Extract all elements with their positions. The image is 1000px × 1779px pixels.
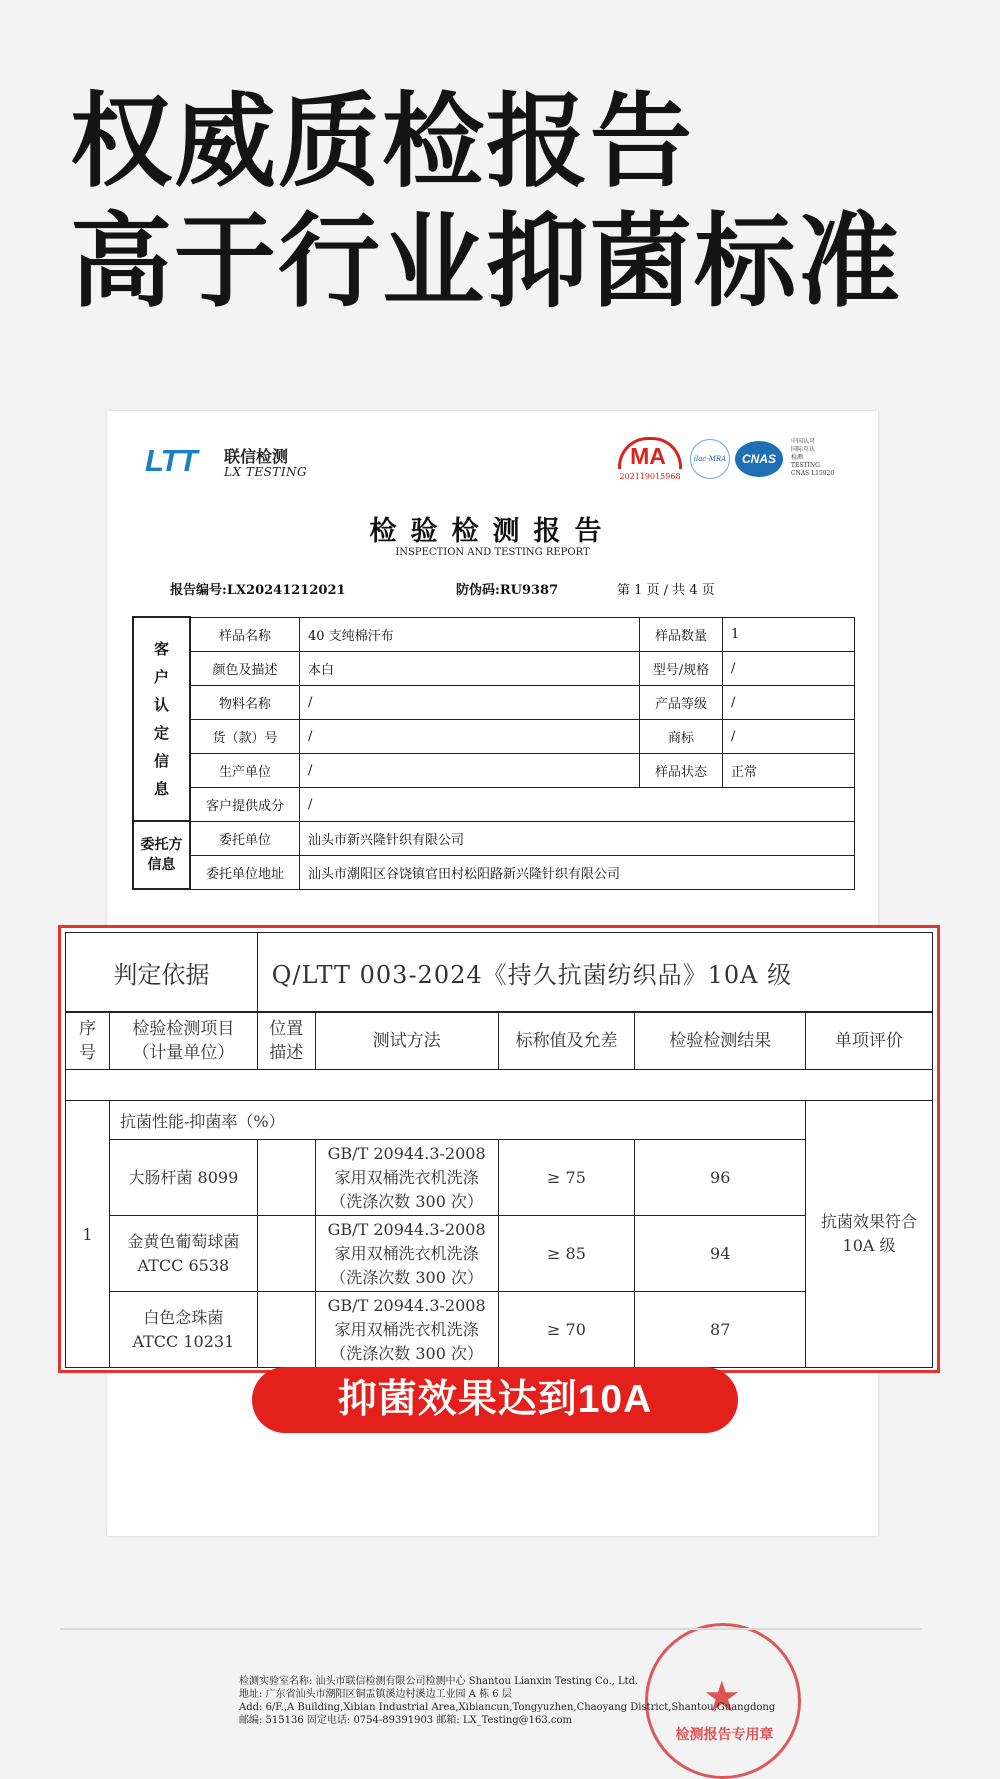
header-item: 检验检测项目 （计量单位） — [109, 1012, 257, 1070]
official-stamp: ★ 检测报告专用章 — [645, 1623, 801, 1779]
header-method: 测试方法 — [315, 1012, 498, 1070]
table-row — [66, 1070, 933, 1101]
report-number: 报告编号:LX20241212021 — [170, 583, 346, 598]
seq-cell: 1 — [66, 1101, 110, 1368]
basis-value: Q/LTT 003-2024《持久抗菌纺织品》10A 级 — [257, 933, 932, 1013]
table-row: 金黄色葡萄球菌 ATCC 6538 GB/T 20944.3-2008 家用双桶洗衣机洗涤 （洗涤次数 300 次） ≥ 85 94 — [66, 1216, 933, 1292]
headline-line-1: 权威质检报告 — [70, 83, 694, 202]
table-row: 白色念珠菌 ATCC 10231 GB/T 20944.3-2008 家用双桶洗衣机洗涤 （洗涤次数 300 次） ≥ 70 87 — [66, 1292, 933, 1368]
table-row: 颜色及描述 本白 型号/规格 / — [133, 651, 855, 685]
anti-fake-code: 防伪码:RU9387 — [456, 583, 559, 598]
table-row: 客户提供成分 / — [133, 787, 855, 821]
basis-row — [66, 933, 933, 1013]
table-row: 物料名称 / 产品等级 / — [133, 685, 855, 719]
header-position: 位置 描述 — [257, 1012, 315, 1070]
table-row: 货（款）号 / 商标 / — [133, 719, 855, 753]
cma-number: 202119015968 — [619, 472, 681, 481]
result-badge: 抑菌效果达到10A — [252, 1367, 738, 1433]
logo-mark: LTT — [145, 443, 197, 478]
cnas-icon: CNAS — [735, 441, 783, 477]
entrust-section-label: 委托方 信息 — [133, 821, 190, 889]
table-header-row — [66, 1012, 933, 1070]
table-row: 委托单位地址 汕头市潮阳区谷饶镇官田村松阳路新兴隆针织有限公司 — [133, 855, 855, 889]
table-row: 客 户 认 定 信 息 样品名称 40 支纯棉汗布 样品数量 1 — [133, 617, 855, 651]
section-title: 抗菌性能-抑菌率（%） — [109, 1101, 805, 1140]
cma-certification-icon: MA 202119015968 — [612, 437, 684, 483]
header-evaluation: 单项评价 — [806, 1012, 933, 1070]
table-row: 生产单位 / 样品状态 正常 — [133, 753, 855, 787]
report-title: 检验检测报告 — [369, 516, 616, 547]
bottom-divider — [60, 1628, 922, 1630]
table-row: 委托方 信息 委托单位 汕头市新兴隆针织有限公司 — [133, 821, 855, 855]
logo-english-name: LX TESTING — [224, 465, 308, 479]
table-row — [66, 1101, 933, 1140]
cnas-side-text: 中国认可 国际互认 检测 TESTING CNAS L15920 — [791, 438, 835, 477]
evaluation-cell: 抗菌效果符合 10A 级 — [806, 1101, 933, 1368]
headline-line-2: 高于行业抑菌标准 — [70, 203, 902, 322]
basis-label: 判定依据 — [66, 933, 258, 1013]
page-info: 第 1 页 / 共 4 页 — [617, 583, 715, 598]
client-info-table — [132, 616, 855, 890]
client-section-label: 客 户 认 定 信 息 — [133, 617, 190, 821]
report-footer: 检测实验室名称: 汕头市联信检测有限公司检测中心 Shantou Lianxin Testing Co., Ltd. 地址: 广东省汕头市潮阳区铜盂镇溪边村溪边工业园 A 栋 6 层 Add: 6/F.,A Building,Xibian Industrial Area,Xibiancun,Tongyuzhen,Chaoyang District,Shantou,Guangdong 邮编: 515136 固定电话: 0754-89391903 邮箱: LX_Testing@163.com — [239, 1676, 776, 1726]
report-subtitle: INSPECTION AND TESTING REPORT — [395, 547, 590, 558]
highlight-panel — [58, 925, 940, 1373]
star-icon: ★ — [703, 1672, 741, 1721]
header-nominal: 标称值及允差 — [498, 1012, 635, 1070]
logo-chinese-name: 联信检测 — [224, 447, 289, 466]
table-row: 大肠杆菌 8099 GB/T 20944.3-2008 家用双桶洗衣机洗涤 （洗涤次数 300 次） ≥ 75 96 — [66, 1140, 933, 1216]
header-seq: 序 号 — [66, 1012, 110, 1070]
ilac-mra-icon: ilac-MRA — [690, 439, 730, 479]
test-results-table — [65, 932, 933, 1368]
header-result: 检验检测结果 — [635, 1012, 806, 1070]
